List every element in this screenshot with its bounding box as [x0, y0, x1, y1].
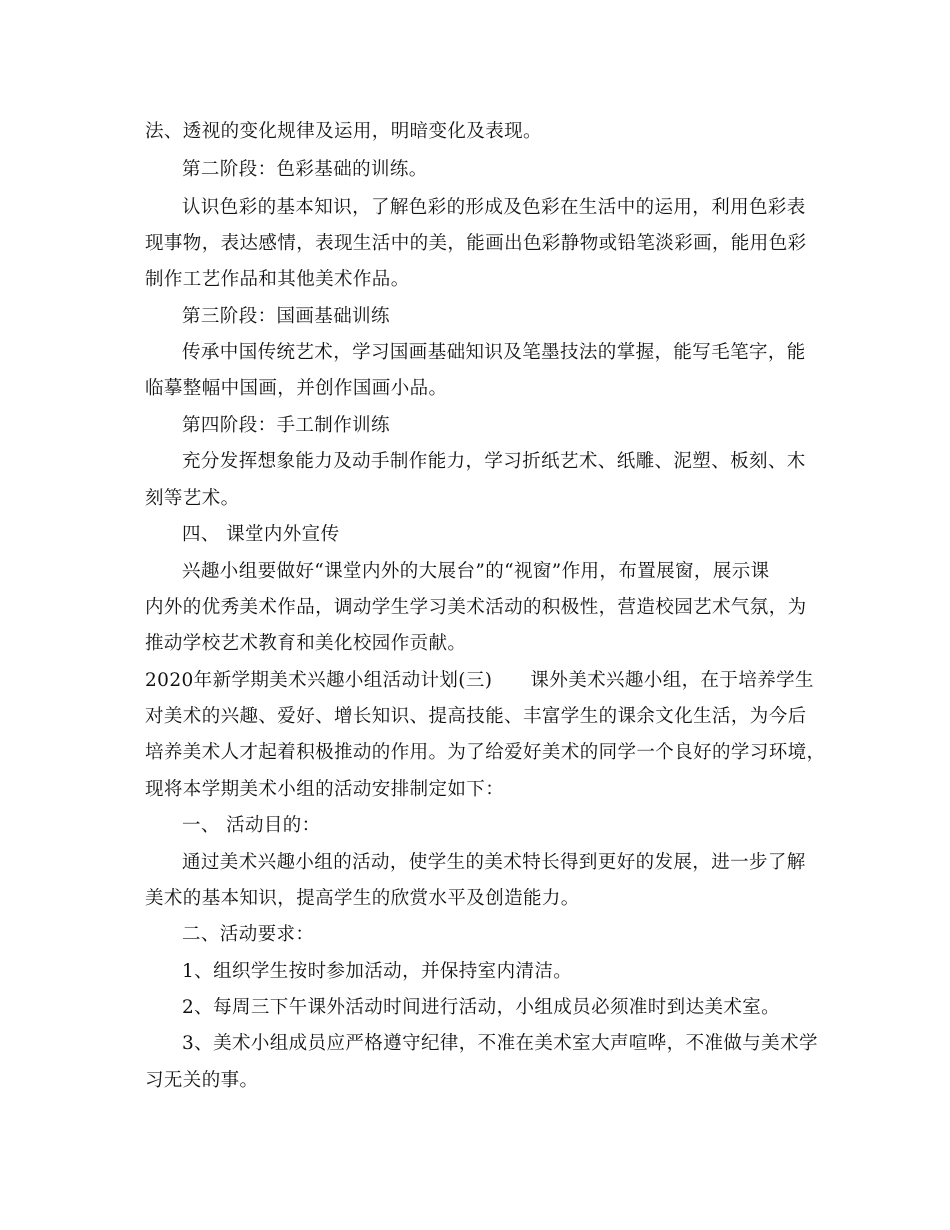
- text-line: 传承中国传统艺术，学习国画基础知识及笔墨技法的掌握，能写毛笔字，能: [182, 342, 806, 363]
- text-line: 现将本学期美术小组的活动安排制定如下：: [145, 779, 505, 800]
- text-line: 推动学校艺术教育和美化校园作贡献。: [145, 633, 467, 654]
- text-line: 美术的基本知识，提高学生的欣赏水平及创造能力。: [145, 888, 580, 909]
- text-line: 临摹整幅中国画，并创作国画小品。: [145, 378, 448, 399]
- text-line: 第二阶段：色彩基础的训练。: [182, 159, 428, 180]
- text-line: 现事物，表达感情，表现生活中的美，能画出色彩静物或铅笔淡彩画，能用色彩: [145, 233, 807, 254]
- text-line: 第三阶段：国画基础训练: [182, 306, 390, 327]
- text-line: 内外的优秀美术作品，调动学生学习美术活动的积极性，营造校园艺术气氛，为: [145, 597, 807, 618]
- section-heading: 一、 活动目的：: [182, 815, 321, 836]
- list-item: 2、每周三下午课外活动时间进行活动，小组成员必须准时到达美术室。: [182, 997, 781, 1018]
- text-line: 制作工艺作品和其他美术作品。: [145, 269, 410, 290]
- text-line: 第四阶段：手工制作训练: [182, 415, 390, 436]
- text-line: 习无关的事。: [145, 1070, 259, 1091]
- list-item: 3、美术小组成员应严格遵守纪律，不准在美术室大声喧哗，不准做与美术学: [182, 1033, 818, 1054]
- text-line: 充分发挥想象能力及动手制作能力，学习折纸艺术、纸雕、泥塑、板刻、木: [182, 451, 806, 472]
- text-line: 通过美术兴趣小组的活动，使学生的美术特长得到更好的发展，进一步了解: [182, 852, 806, 873]
- section-heading: 二、活动要求：: [182, 924, 315, 945]
- list-item: 1、组织学生按时参加活动，并保持室内清洁。: [182, 961, 573, 982]
- text-line: 法、透视的变化规律及运用，明暗变化及表现。: [145, 121, 542, 142]
- text-line: 认识色彩的基本知识，了解色彩的形成及色彩在生活中的运用，利用色彩表: [182, 197, 806, 218]
- text-line: 兴趣小组要做好“课堂内外的大展台”的“视窗”作用，布置展窗，展示课: [182, 561, 770, 582]
- section-heading: 四、 课堂内外宣传: [182, 524, 340, 545]
- plan-title-line: [145, 669, 825, 693]
- text-line: 对美术的兴趣、爱好、增长知识、提高技能、丰富学生的课余文化生活，为今后: [145, 706, 807, 727]
- text-line: 课外美术兴趣小组，在于培养学生: [530, 670, 814, 691]
- plan-title: 2020年新学期美术兴趣小组活动计划(三): [145, 670, 493, 691]
- text-line: 培养美术人才起着积极推动的作用。为了给爱好美术的同学一个良好的学习环境，: [145, 742, 826, 763]
- text-line: 刻等艺术。: [145, 488, 240, 509]
